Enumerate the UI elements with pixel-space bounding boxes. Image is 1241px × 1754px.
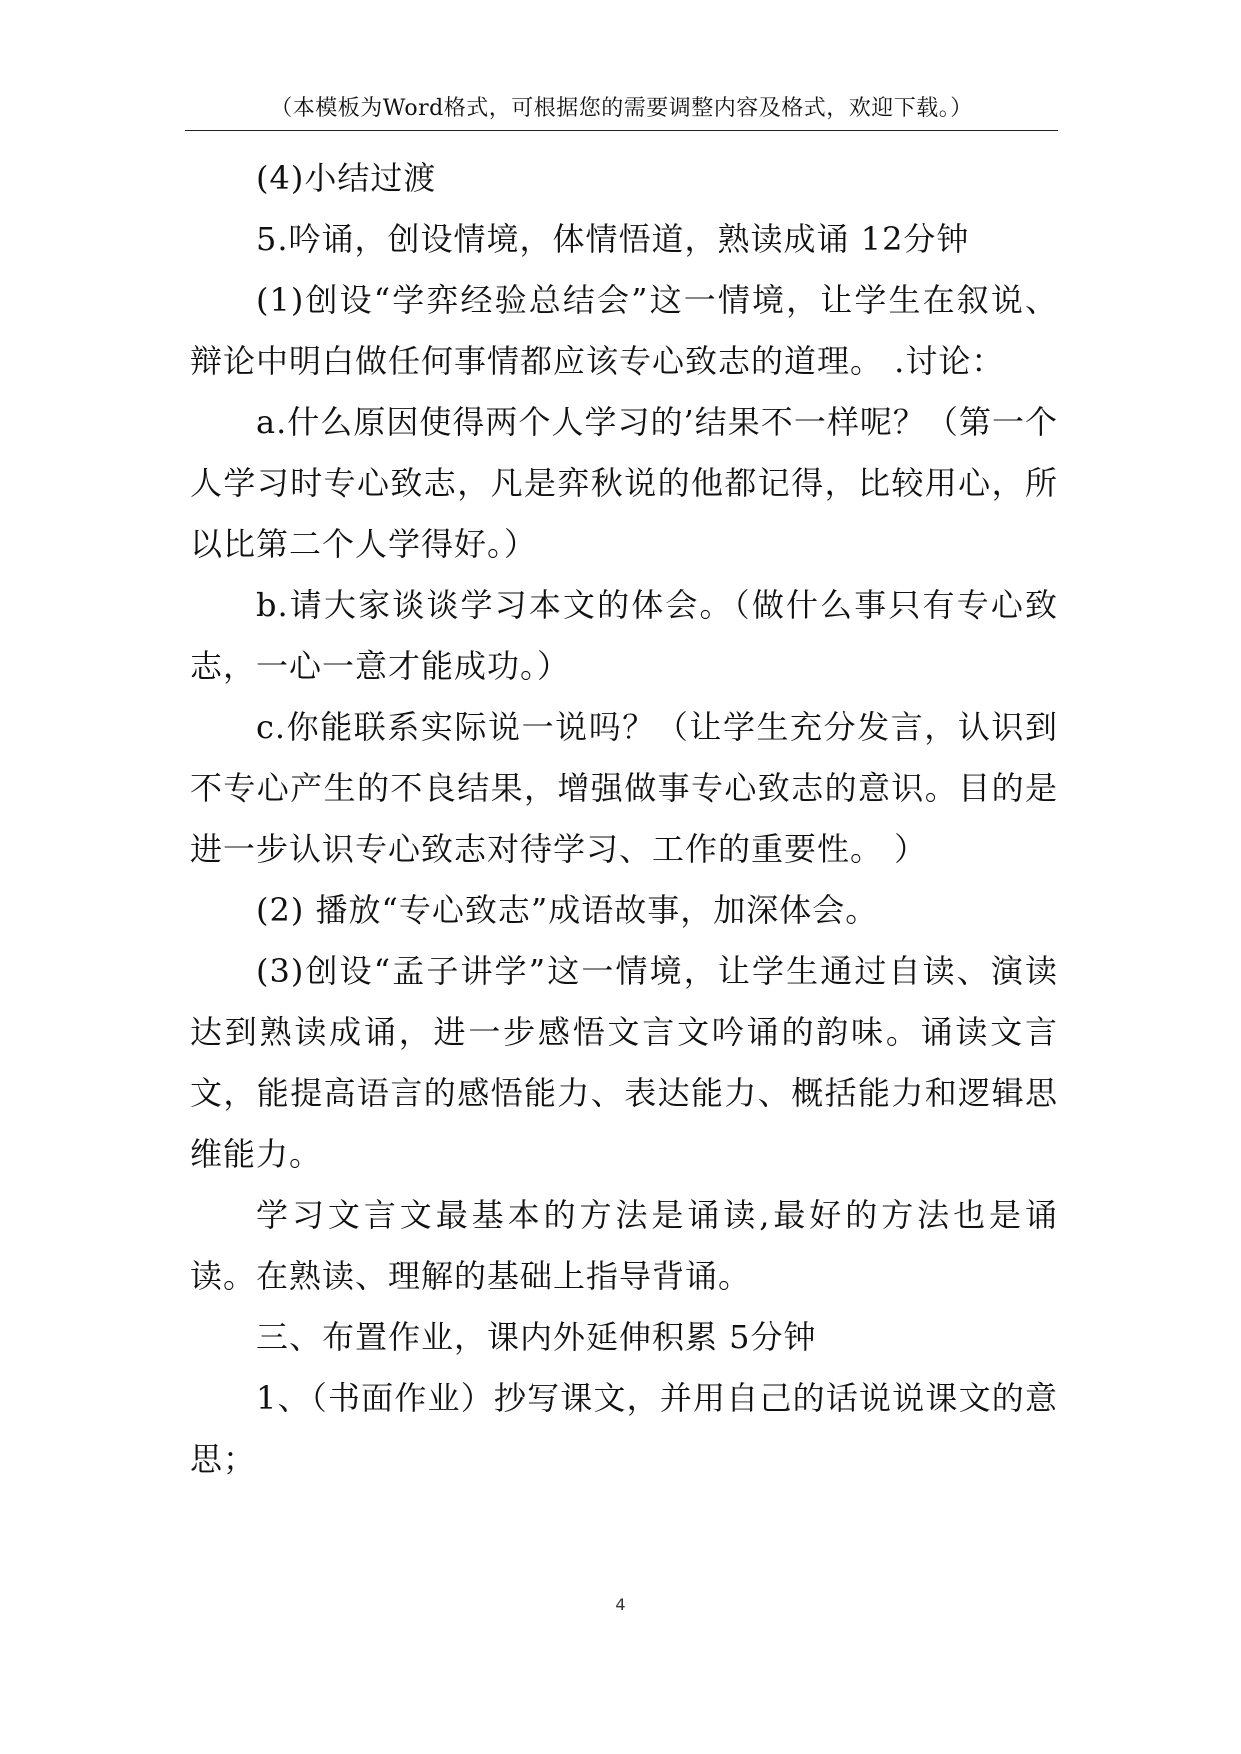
paragraph: (3)创设“孟子讲学”这一情境，让学生通过自读、演读达到熟读成诵，进一步感悟文言文吟诵的韵味。诵读文言文，能提高语言的感悟能力、表达能力、概括能力和逻辑思维能力。: [190, 952, 1058, 1173]
paragraph: b.请大家谈谈学习本文的体会。（做什么事只有专心致志，一心一意才能成功。）: [190, 586, 1058, 685]
paragraph: (4)小结过渡: [256, 159, 437, 197]
paragraph: 5.吟诵，创设情境，体情悟道，熟读成诵 12分钟: [256, 220, 970, 258]
page-header: （本模板为Word格式，可根据您的需要调整内容及格式，欢迎下载。）: [270, 96, 973, 121]
paragraph: 1、（书面作业）抄写课文，并用自己的话说说课文的意思；: [190, 1379, 1058, 1478]
paragraph: a.什么原因使得两个人学习的’结果不一样呢？（第一个人学习时专心致志，凡是弈秋说的他都记得，比较用心，所以比第二个人学得好。）: [190, 403, 1058, 563]
paragraph: c.你能联系实际说一说吗？（让学生充分发言，认识到不专心产生的不良结果，增强做事专心致志的意识。目的是进一步认识专心致志对待学习、工作的重要性。 ）: [190, 708, 1058, 868]
paragraph: (1)创设“学弈经验总结会”这一情境，让学生在叙说、辩论中明白做任何事情都应该专心致志的道理。 .讨论：: [190, 281, 1058, 380]
header-divider: [185, 130, 1058, 131]
document-body: [190, 148, 1058, 1490]
page-number: 4: [615, 1595, 626, 1614]
paragraph: 学习文言文最基本的方法是诵读,最好的方法也是诵读。在熟读、理解的基础上指导背诵。: [190, 1196, 1058, 1295]
paragraph: (2) 播放“专心致志”成语故事，加深体会。: [256, 891, 879, 929]
paragraph: 三、布置作业，课内外延伸积累 5分钟: [256, 1318, 817, 1356]
